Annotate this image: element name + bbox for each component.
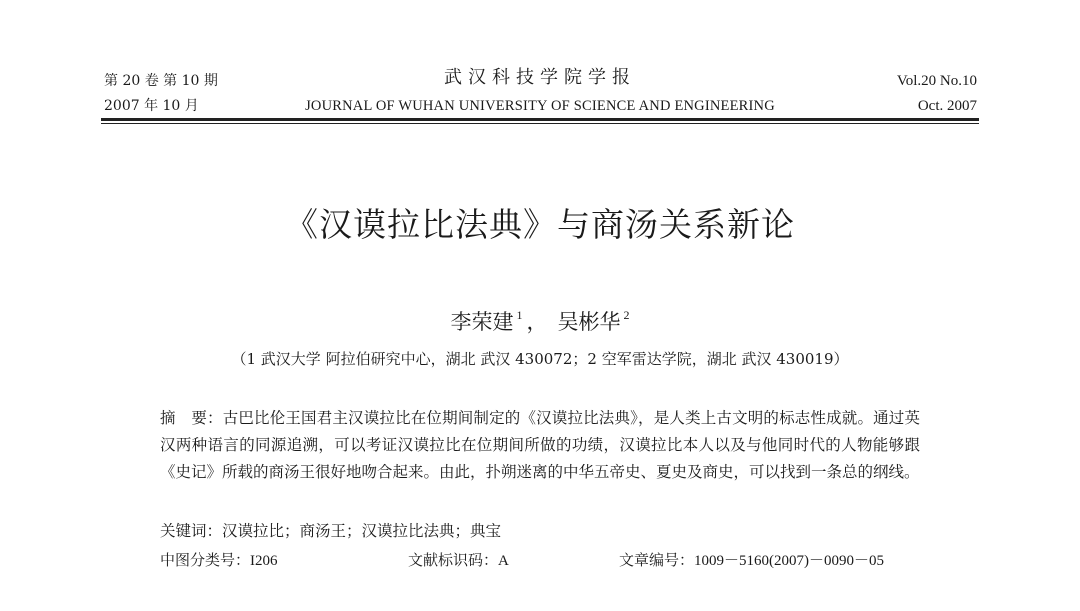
clc-number: [160, 549, 278, 572]
journal-title-en: JOURNAL OF WUHAN UNIVERSITY OF SCIENCE AND ENGINEERING: [305, 98, 775, 114]
date-en: Oct. 2007: [917, 98, 977, 114]
doc-code-value: A: [498, 553, 509, 569]
article-title: 《汉谟拉比法典》与商汤关系新论: [285, 205, 795, 244]
abstract-text: 古巴比伦王国君主汉谟拉比在位期间制定的《汉谟拉比法典》，是人类上古文明的标志性成就。通过英汉两种语言的同源追溯，可以考证汉谟拉比在位期间所做的功绩，汉谟拉比本人以及与他同时代的人物能够跟《史记》所载的商汤王很好地吻合起来。由此，扑朔迷离的中华五帝史、夏史及商史，可以找到一条总的纲线。: [160, 409, 920, 481]
abstract-label: 摘 要：: [160, 409, 223, 427]
article-no-value: 1009－5160(2007)－0090－05: [694, 553, 885, 569]
author-affil-marker: 1: [516, 308, 523, 322]
author-name: 吴彬华: [557, 310, 621, 334]
keywords: [160, 519, 501, 543]
author-separator: ，: [526, 310, 548, 334]
affiliations: （1 武汉大学 阿拉伯研究中心，湖北 武汉 430072；2 空军雷达学院，湖北 武汉 430019）: [231, 350, 849, 368]
journal-title-cn: 武汉科技学院学报: [444, 67, 636, 88]
volume-issue-cn: 第 20 卷 第 10 期: [104, 73, 218, 89]
abstract: [160, 405, 920, 486]
clc-value: I206: [250, 553, 278, 569]
article-number: [619, 549, 884, 572]
keywords-text: 汉谟拉比；商汤王；汉谟拉比法典；典宝: [222, 522, 502, 540]
header-rule-thick: [101, 118, 979, 121]
document-code: [408, 549, 509, 572]
doc-code-label: 文献标识码：: [408, 551, 499, 569]
keywords-label: 关键词：: [160, 522, 223, 540]
article-no-label: 文章编号：: [619, 551, 695, 569]
date-cn: 2007 年 10 月: [104, 98, 199, 114]
author-line: [0, 300, 1080, 337]
volume-issue-en: Vol.20 No.10: [896, 73, 977, 89]
header-rule-thin: [101, 123, 979, 124]
author-name: 李荣建: [450, 310, 514, 334]
clc-label: 中图分类号：: [160, 551, 251, 569]
author-affil-marker: 2: [623, 308, 630, 322]
